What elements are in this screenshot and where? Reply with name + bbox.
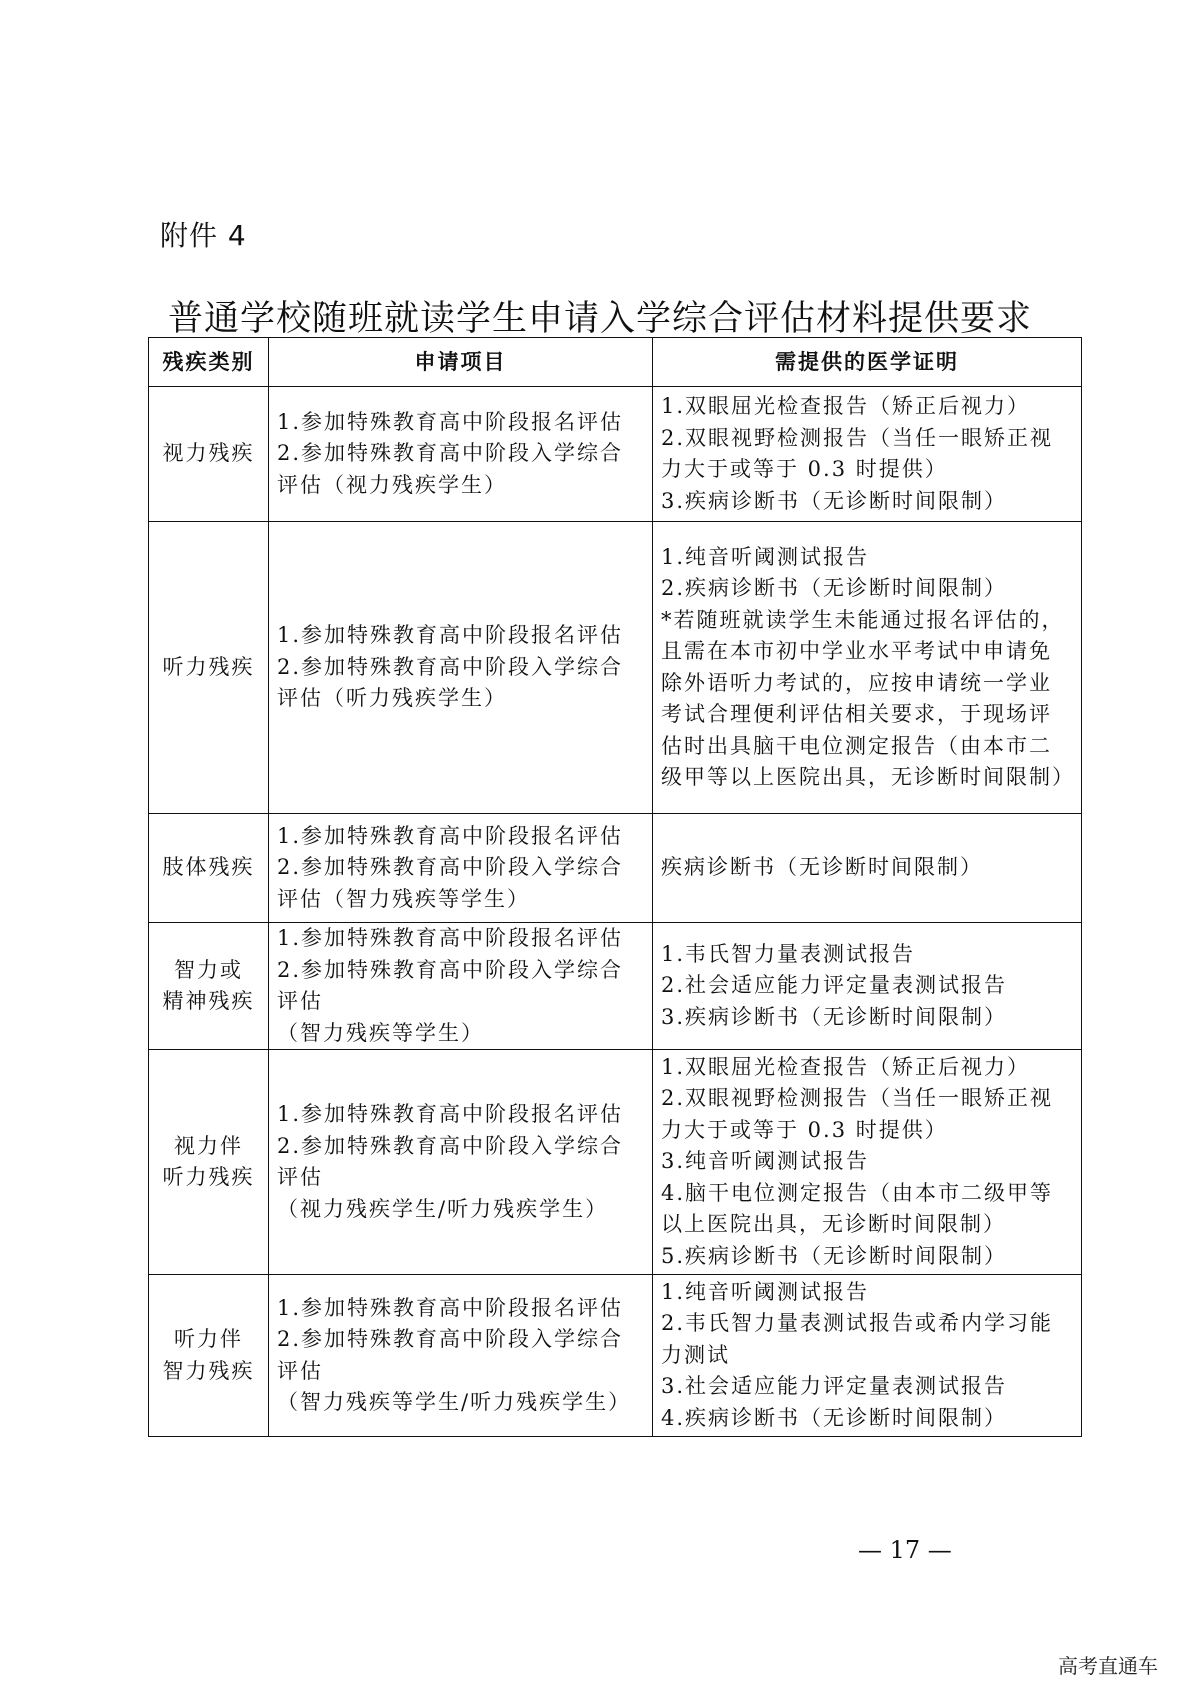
table-header-row (149, 338, 1082, 387)
table-row (149, 923, 1082, 1050)
proofs-cell (653, 522, 1082, 814)
proof-text: 3.纯音听阈测试报告 (661, 1149, 870, 1174)
item-text: 2.参加特殊教育高中阶段入学综合评估（视力残疾学生） (277, 441, 624, 497)
proof-text: 3.疾病诊断书（无诊断时间限制） (661, 1004, 1008, 1029)
table-row (149, 522, 1082, 814)
proof-text: 4.疾病诊断书（无诊断时间限制） (661, 1405, 1008, 1430)
item-text: 1.参加特殊教育高中阶段报名评估 (277, 1295, 624, 1320)
category-text: 精神残疾 (162, 989, 255, 1013)
proof-text: 4.脑干电位测定报告（由本市二级甲等以上医院出具，无诊断时间限制） (661, 1180, 1054, 1237)
attachment-label: 附件 4 (160, 219, 247, 252)
item-text: （视力残疾学生/听力残疾学生） (277, 1196, 609, 1221)
header-application-item: 申请项目 (269, 338, 653, 387)
proof-text: 1.双眼屈光检查报告（矫正后视力） (661, 394, 1031, 418)
items-cell (269, 814, 653, 923)
items-cell (269, 1275, 653, 1437)
item-text: 1.参加特殊教育高中阶段报名评估 (277, 409, 624, 434)
category-text: 听力残疾 (162, 1165, 255, 1189)
proofs-cell (653, 1050, 1082, 1275)
item-text: 1.参加特殊教育高中阶段报名评估 (277, 926, 624, 950)
category-text: 智力残疾 (162, 1358, 255, 1383)
items-cell (269, 387, 653, 522)
proof-text: 3.社会适应能力评定量表测试报告 (661, 1374, 1008, 1399)
items-cell (269, 923, 653, 1050)
item-text: （智力残疾等学生/听力残疾学生） (277, 1390, 632, 1414)
category-cell (149, 1275, 269, 1437)
proof-text: 疾病诊断书（无诊断时间限制） (661, 855, 983, 880)
proof-text: 1.双眼屈光检查报告（矫正后视力） (661, 1054, 1031, 1079)
header-category: 残疾类别 (149, 338, 269, 387)
item-text: （智力残疾等学生） (277, 1020, 484, 1045)
category-text: 肢体残疾 (162, 855, 255, 880)
category-cell (149, 814, 269, 923)
item-text: 2.参加特殊教育高中阶段入学综合评估 (277, 1327, 624, 1383)
table-row (149, 387, 1082, 522)
item-text: 2.参加特殊教育高中阶段入学综合评估（听力残疾学生） (277, 654, 624, 711)
item-text: 1.参加特殊教育高中阶段报名评估 (277, 823, 624, 848)
proofs-cell (653, 923, 1082, 1050)
category-cell (149, 1050, 269, 1275)
proof-text: 1.纯音听阈测试报告 (661, 1279, 870, 1304)
category-text: 智力或 (174, 957, 243, 982)
proof-text: *若随班就读学生未能通过报名评估的，且需在本市初中学业水平考试中申请免除外语听力考试的，应按申请统一学业考试合理便利评估相关要求，于现场评估时出具脑干电位测定报告（由本市二级甲等以上医院出具，无诊断时间限制） (661, 607, 1075, 789)
item-text: 1.参加特殊教育高中阶段报名评估 (277, 1102, 624, 1126)
proof-text: 2.社会适应能力评定量表测试报告 (661, 973, 1008, 998)
proof-text: 2.疾病诊断书（无诊断时间限制） (661, 576, 1008, 600)
requirements-table (148, 337, 1082, 1437)
item-text: 2.参加特殊教育高中阶段入学综合评估（智力残疾等学生） (277, 855, 624, 911)
category-cell (149, 522, 269, 814)
proofs-cell (653, 387, 1082, 522)
items-cell (269, 1050, 653, 1275)
category-cell (149, 387, 269, 522)
proofs-cell (653, 814, 1082, 923)
item-text: 2.参加特殊教育高中阶段入学综合评估 (277, 1133, 624, 1189)
proof-text: 2.双眼视野检测报告（当任一眼矫正视力大于或等于 0.3 时提供） (661, 425, 1054, 481)
table-row (149, 1050, 1082, 1275)
proofs-cell (653, 1275, 1082, 1437)
proof-text: 3.疾病诊断书（无诊断时间限制） (661, 488, 1008, 513)
items-cell (269, 522, 653, 814)
proof-text: 5.疾病诊断书（无诊断时间限制） (661, 1243, 1008, 1268)
proof-text: 1.韦氏智力量表测试报告 (661, 941, 916, 966)
watermark: 高考直通车 (1058, 1654, 1158, 1678)
proof-text: 2.韦氏智力量表测试报告或希内学习能力测试 (661, 1311, 1054, 1367)
page-title: 普通学校随班就读学生申请入学综合评估材料提供要求 (168, 299, 1033, 339)
category-cell (149, 923, 269, 1050)
item-text: 2.参加特殊教育高中阶段入学综合评估 (277, 957, 624, 1013)
proof-text: 2.双眼视野检测报告（当任一眼矫正视力大于或等于 0.3 时提供） (661, 1086, 1054, 1142)
item-text: 1.参加特殊教育高中阶段报名评估 (277, 623, 624, 648)
category-text: 视力残疾 (162, 441, 255, 466)
header-medical-proof: 需提供的医学证明 (653, 338, 1082, 387)
table-row (149, 814, 1082, 923)
category-text: 听力伴 (174, 1327, 243, 1351)
category-text: 视力伴 (174, 1133, 243, 1158)
table-row (149, 1275, 1082, 1437)
page-number: — 17 — (858, 1536, 952, 1564)
proof-text: 1.纯音听阈测试报告 (661, 544, 870, 569)
category-text: 听力残疾 (162, 654, 255, 679)
